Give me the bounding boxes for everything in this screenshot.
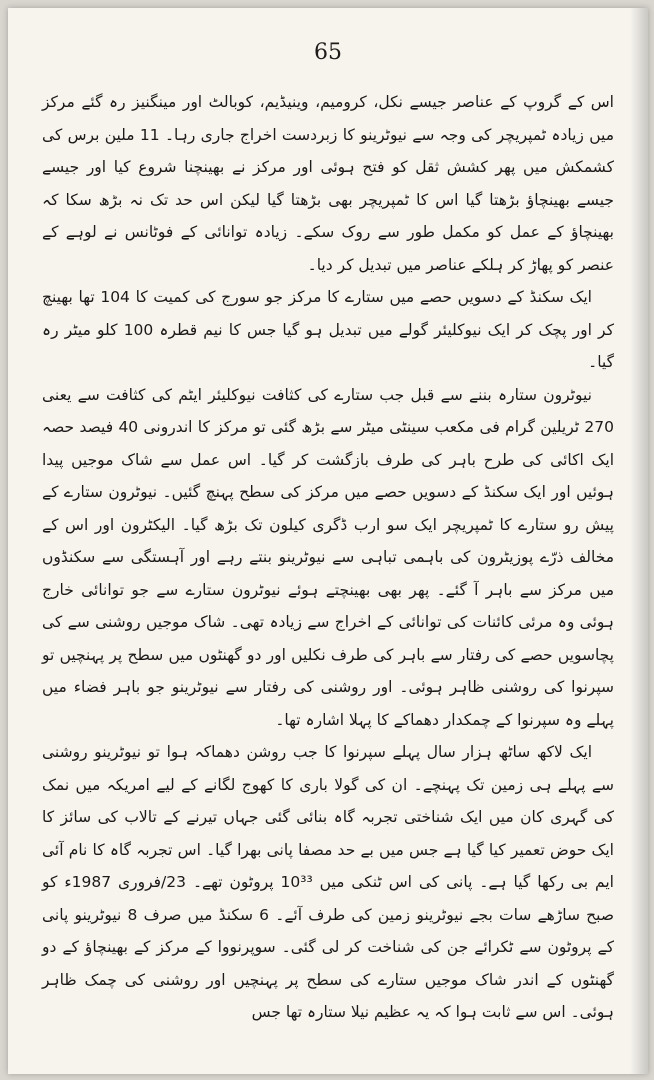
paragraph-1: اس کے گروپ کے عناصر جیسے نکل، کرومیم، وینیڈیم، کوبالٹ اور مینگنیز رہ گئے مرکز میں زیادہ ٹمپریچر کی وجہ سے نیوٹرینو کا زبردست اخراج جاری رہا۔ 11 ملین برس کی کشمکش میں پھر کشش ثقل کو فتح ہوئی اور مرکز نے بھینچنا شروع کیا اور جیسے جیسے بھینچاؤ بڑھتا گیا اس کا ٹمپریچر بھی بڑھتا گیا لیکن اس حد تک نہ بڑھ سکا کہ بھینچاؤ کے عمل کو مکمل طور سے روک سکے۔ زیادہ توانائی کے فوٹانس نے لوہے کے عنصر کو پھاڑ کر ہلکے عناصر میں تبدیل کر دیا۔ [42,93,614,274]
paragraph-4: ایک لاکھ ساٹھ ہزار سال پہلے سپرنوا کا جب روشن دھماکہ ہوا تو نیوٹرینو روشنی سے پہلے ہی زمین تک پہنچے۔ ان کی گولا باری کا کھوج لگانے کے لیے امریکہ میں نمک کی گہری کان میں ایک شناختی تجربہ گاہ بنائی گئی جہاں تیرنے کے تالاب کی سائز کا ایک حوض تعمیر کیا گیا ہے جس میں بے حد مصفا پانی بھرا گیا۔ اس تجربہ گاہ کا نام آئی ایم بی رکھا گیا ہے۔ پانی کی اس ٹنکی میں 10³³ پروٹون تھے۔ 23/فروری 1987ء کو صبح ساڑھے سات بجے نیوٹرینو زمین کی طرف آئے۔ 6 سکنڈ میں صرف 8 نیوٹرینو پانی کے پروٹون سے ٹکرائے جن کی شناخت کر لی گئی۔ سوپرنووا کے مرکز کے بھینچاؤ کے دو گھنٹوں کے اندر شاک موجیں ستارے کی سطح پر پہنچیں اور روشنی کی چمک ظاہر ہوئی۔ اس سے ثابت ہوا کہ یہ عظیم نیلا ستارہ تھا جس [42,743,614,1021]
paragraph-3: نیوٹرون ستارہ بننے سے قبل جب ستارے کی کثافت نیوکلیئر ایٹم کی کثافت سے یعنی 270 ٹریلین گرام فی مکعب سینٹی میٹر سے بڑھ گئی تو مرکز کا اندرونی 40 فیصد حصہ ایک اکائی کی طرح باہر کی طرف بازگشت کر گیا۔ اس عمل سے شاک موجیں پیدا ہوئیں اور ایک سکنڈ کے دسویں حصے میں مرکز کی سطح پہنچ گئیں۔ نیوٹرون ستارے کے پیش رو ستارے کا ٹمپریچر ایک سو ارب ڈگری کیلون تک بڑھ گیا۔ الیکٹرون اور اس کے مخالف ذرّے پوزیٹرون کی باہمی تباہی سے نیوٹرینو بنتے رہے اور آہستگی سے سکنڈوں میں مرکز سے باہر آ گئے۔ پھر بھی بھینچتے ہوئے نیوٹرون ستارے سے جو توانائی خارج ہوئی وہ مرئی کائنات کی توانائی کے اخراج سے زیادہ تھی۔ شاک موجیں روشنی سے کی پچاسویں حصے کی رفتار سے باہر کی طرف نکلیں اور دو گھنٹوں میں سطح پر پہنچیں تو سپرنوا کی روشنی ظاہر ہوئی۔ اور روشنی کی رفتار سے نیوٹرینو جو باہر فضاء میں پہلے وہ سپرنوا کے چمکدار دھماکے کا پہلا اشارہ تھا۔ [42,385,614,729]
body-text [42,86,614,1029]
page-number: 65 [314,40,342,65]
paragraph-2: ایک سکنڈ کے دسویں حصے میں ستارے کا مرکز جو سورج کی کمیت کا 104 تھا بھینچ کر اور پچک کر ایک نیوکلیئر گولے میں تبدیل ہو گیا جس کا نیم قطرہ 100 کلو میٹر رہ گیا۔ [42,288,614,371]
page-edge-shadow [630,8,648,1074]
book-page [8,8,648,1074]
